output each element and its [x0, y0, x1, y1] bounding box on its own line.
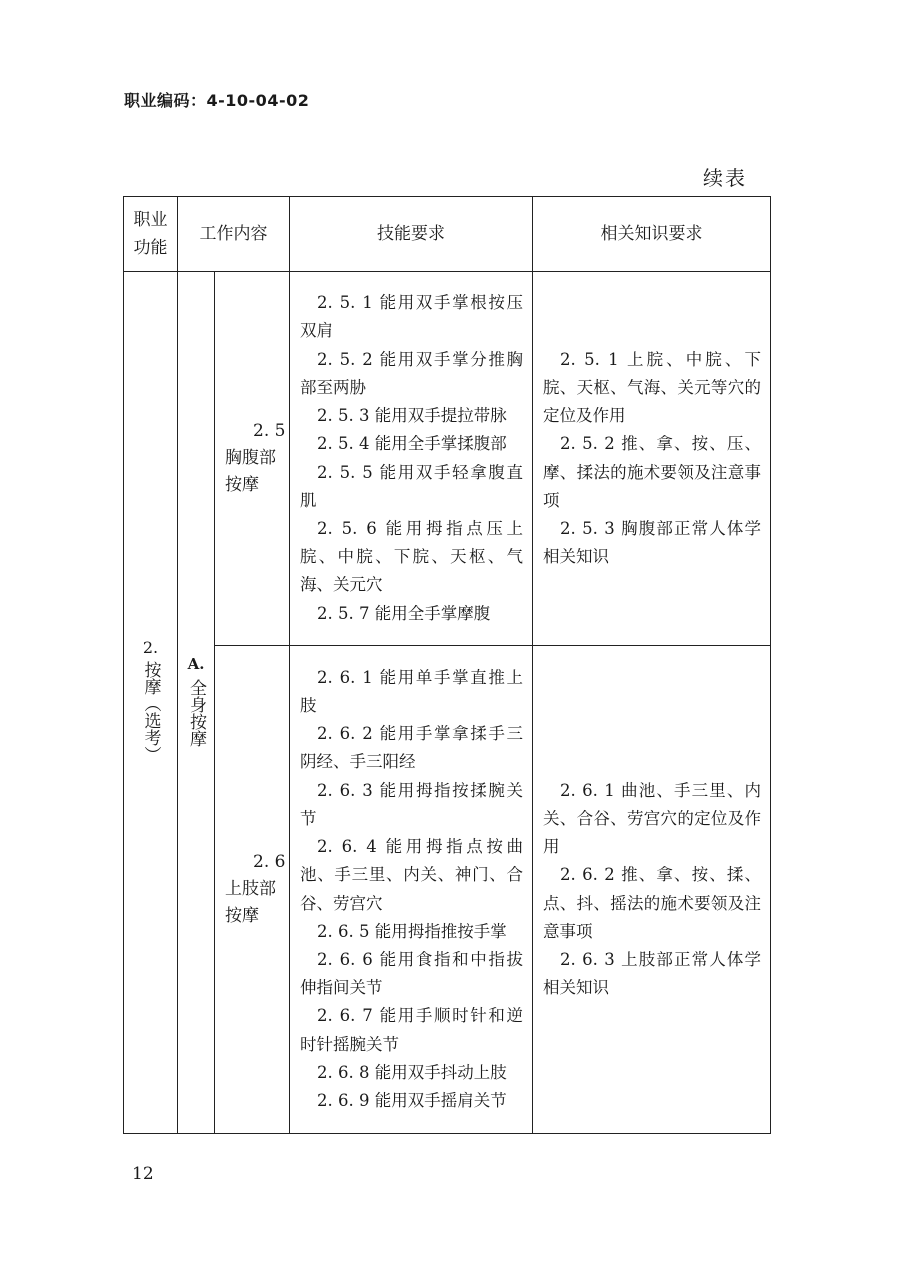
- continued-label: 续表: [703, 166, 747, 190]
- skill-item: 2. 6. 6 能用食指和中指拔伸指间关节: [300, 949, 523, 998]
- skills-cell: [290, 272, 533, 646]
- skill-item: 2. 6. 8 能用双手抖动上肢: [317, 1062, 507, 1082]
- table-row: [124, 646, 771, 1134]
- skill-item: 2. 6. 3 能用拇指按揉腕关节: [300, 780, 523, 828]
- skill-item: 2. 6. 4 能用拇指点按曲池、手三里、内关、神门、合谷、劳宫穴: [300, 837, 523, 913]
- subcategory-title-line1: 上肢部: [225, 879, 276, 899]
- subcategory-title-line2: 按摩: [225, 475, 259, 495]
- header-work-content: 工作内容: [178, 197, 290, 272]
- knowledge-item: 2. 6. 2 推、拿、按、揉、点、抖、摇法的施术要领及注意事项: [543, 865, 761, 941]
- subcategory-cell: [215, 646, 290, 1134]
- page-number: 12: [132, 1164, 154, 1184]
- skill-item: 2. 5. 5 能用双手轻拿腹直肌: [300, 462, 523, 510]
- skill-item: 2. 5. 3 能用双手提拉带脉: [317, 406, 507, 426]
- table-row: [124, 272, 771, 646]
- function-cell: [124, 272, 178, 1134]
- skill-item: 2. 5. 6 能用拇指点压上脘、中脘、下脘、天枢、气海、关元穴: [300, 518, 523, 595]
- knowledge-item: 2. 6. 3 上肢部正常人体学相关知识: [543, 949, 761, 998]
- standards-table: [123, 196, 771, 1134]
- skill-item: 2. 6. 7 能用手顺时针和逆时针摇腕关节: [300, 1006, 523, 1054]
- skill-item: 2. 5. 4 能用全手掌揉腹部: [317, 434, 507, 454]
- knowledge-item: 2. 5. 1 上脘、中脘、下脘、天枢、气海、关元等穴的定位及作用: [543, 349, 761, 426]
- skill-item: 2. 6. 5 能用拇指推按手掌: [317, 921, 507, 941]
- subcategory-title-line2: 按摩: [225, 906, 259, 926]
- category-name: 全身按摩: [186, 678, 206, 747]
- skill-item: 2. 6. 1 能用单手掌直推上肢: [300, 667, 523, 716]
- category-letter: A.: [187, 654, 205, 673]
- function-name: 按摩（选考）: [140, 661, 161, 763]
- skill-item: 2. 6. 2 能用手掌拿揉手三阴经、手三阳经: [300, 724, 523, 772]
- knowledge-item: 2. 5. 2 推、拿、按、压、摩、揉法的施术要领及注意事项: [543, 434, 761, 510]
- header-function: [124, 197, 178, 272]
- skills-cell: [290, 646, 533, 1134]
- header-knowledge: 相关知识要求: [533, 197, 771, 272]
- skill-item: 2. 5. 2 能用双手掌分推胸部至两胁: [300, 349, 523, 397]
- skill-item: 2. 5. 7 能用全手掌摩腹: [317, 603, 491, 623]
- knowledge-item: 2. 5. 3 胸腹部正常人体学相关知识: [543, 518, 761, 567]
- skill-item: 2. 5. 1 能用双手掌根按压双肩: [300, 293, 523, 341]
- table-header-row: [124, 197, 771, 272]
- subcategory-number: 2. 6: [253, 852, 286, 872]
- knowledge-item: 2. 6. 1 曲池、手三里、内关、合谷、劳宫穴的定位及作用: [543, 780, 761, 857]
- knowledge-cell: [533, 646, 771, 1134]
- header-function-line: 职业: [133, 210, 168, 230]
- category-cell: [178, 272, 215, 1134]
- knowledge-cell: [533, 272, 771, 646]
- subcategory-title-line1: 胸腹部: [225, 448, 276, 468]
- header-function-label: [134, 210, 168, 258]
- header-function-line: 功能: [133, 238, 168, 258]
- header-skills: 技能要求: [290, 197, 533, 272]
- subcategory-number: 2. 5: [253, 421, 286, 441]
- skill-item: 2. 6. 9 能用双手摇肩关节: [317, 1090, 507, 1110]
- subcategory-cell: [215, 272, 290, 646]
- occupation-code: 职业编码：4-10-04-02: [124, 91, 310, 110]
- function-number: 2.: [142, 638, 159, 657]
